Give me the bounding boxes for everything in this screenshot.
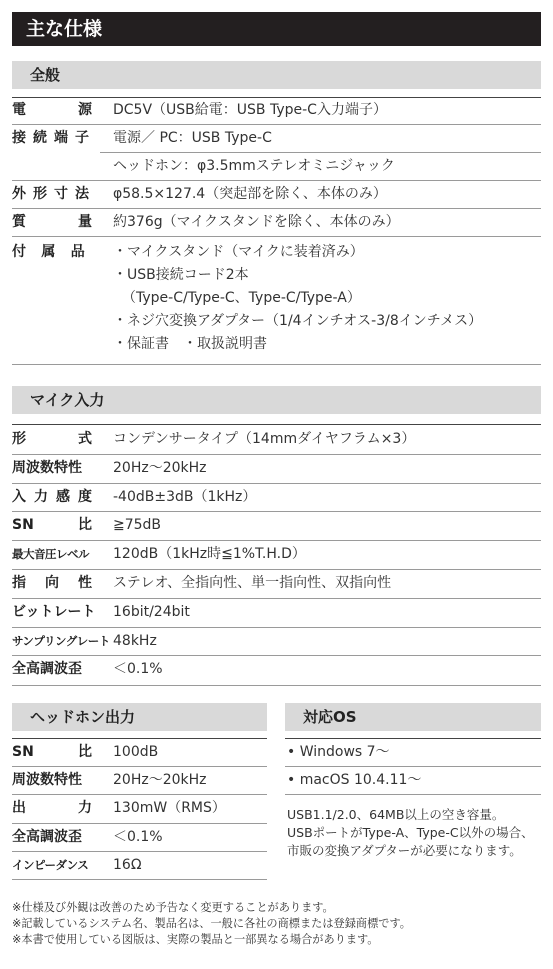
power-label: 電 源 — [12, 102, 92, 118]
mic-row-value: ステレオ、全指向性、単一指向性、双指向性 — [113, 575, 392, 591]
divider — [12, 794, 267, 795]
divider — [12, 685, 541, 686]
power-value: DC5V（USB給電：USB Type-C入力端子） — [113, 102, 387, 118]
os-note-line: 市販の変換アダプターが必要になります。 — [287, 843, 522, 858]
mic-row-label: ビットレート — [12, 603, 96, 620]
divider — [285, 794, 541, 795]
dimensions-value: φ58.5×127.4（突起部を除く、本体のみ） — [113, 186, 387, 202]
weight-label: 質 量 — [12, 214, 92, 230]
divider — [12, 236, 541, 237]
terminal-value-headphone: ヘッドホン：φ3.5mmステレオミニジャック — [113, 158, 395, 174]
mic-row-value: ≧75dB — [113, 517, 162, 534]
mic-row-label: 最大音圧レベル — [12, 547, 89, 562]
divider — [12, 879, 267, 880]
divider — [12, 598, 541, 599]
terminal-value-power: 電源／ PC：USB Type-C — [113, 130, 272, 146]
accessories-label: 付属品 — [12, 244, 101, 260]
divider — [12, 97, 541, 98]
mic-row-label: サンプリングレート — [12, 633, 110, 648]
mic-row-label: 形 式 — [12, 431, 92, 447]
divider — [12, 180, 541, 181]
divider — [12, 627, 541, 628]
divider — [12, 208, 541, 209]
divider — [285, 766, 541, 767]
headphone-row-label: 周波数特性 — [12, 772, 82, 789]
divider — [12, 364, 541, 365]
divider — [12, 424, 541, 425]
section-heading-os: 対応OS — [285, 703, 541, 731]
section-heading-headphone: ヘッドホン出力 — [12, 703, 267, 731]
mic-row-value: 16bit/24bit — [113, 603, 190, 620]
mic-row-label: 入力感度 — [12, 488, 92, 505]
headphone-row-label: 全高調波歪 — [12, 828, 82, 845]
mic-row-value: -40dB±3dB（1kHz） — [113, 488, 257, 505]
headphone-row-value: 20Hz～20kHz — [113, 772, 207, 789]
mic-row-value: 20Hz～20kHz — [113, 459, 207, 476]
section-heading-general: 全般 — [12, 61, 541, 89]
section-heading-mic: マイク入力 — [12, 386, 541, 414]
divider — [12, 823, 267, 824]
mic-row-value: ＜0.1% — [113, 661, 163, 678]
terminal-label: 接続端子 — [12, 130, 96, 146]
mic-row-label: 指向性 — [12, 575, 92, 591]
divider — [12, 454, 541, 455]
divider — [12, 124, 541, 125]
accessory-item: ・マイクスタンド（マイクに装着済み） — [113, 244, 364, 260]
mic-row-label: SN比 — [12, 517, 92, 534]
mic-row-value: 120dB（1kHz時≦1%T.H.D） — [113, 546, 306, 563]
mic-row-label: 全高調波歪 — [12, 661, 82, 678]
accessory-item: ・保証書 ・取扱説明書 — [113, 336, 267, 352]
mic-row-value: コンデンサータイプ（14mmダイヤフラム×3） — [113, 431, 416, 447]
headphone-row-value: ＜0.1% — [113, 828, 163, 845]
divider — [12, 483, 541, 484]
mic-row-value: 48kHz — [113, 632, 157, 649]
headphone-row-label: インピーダンス — [12, 857, 89, 872]
divider — [12, 569, 541, 570]
divider — [285, 738, 541, 739]
divider — [12, 540, 541, 541]
weight-value: 約376g（マイクスタンドを除く、本体のみ） — [113, 214, 400, 230]
divider — [12, 738, 267, 739]
headphone-row-label: 出 力 — [12, 800, 92, 817]
headphone-row-label: SN比 — [12, 744, 92, 760]
os-note-line: USBポートがType-A、Type-C以外の場合、 — [287, 825, 534, 840]
divider — [12, 655, 541, 656]
divider — [12, 511, 541, 512]
mic-row-label: 周波数特性 — [12, 459, 82, 476]
divider — [100, 152, 541, 153]
footnote: ※記載しているシステム名、製品名は、一般に各社の商標または登録商標です。 — [12, 917, 411, 930]
dimensions-label: 外形寸法 — [12, 186, 96, 202]
divider — [12, 766, 267, 767]
page-title: 主な仕様 — [12, 12, 541, 46]
accessory-item: ・ネジ穴変換アダプター（1/4インチオス-3/8インチメス） — [113, 313, 483, 329]
headphone-row-value: 16Ω — [113, 856, 142, 873]
headphone-row-value: 130mW（RMS） — [113, 800, 226, 817]
accessory-item: ・USB接続コード2本 — [113, 267, 249, 283]
accessory-item: （Type-C/Type-C、Type-C/Type-A） — [122, 290, 361, 306]
headphone-row-value: 100dB — [113, 744, 159, 760]
os-item-macos: • macOS 10.4.11～ — [287, 772, 422, 788]
footnote: ※仕様及び外観は改善のため予告なく変更することがあります。 — [12, 901, 334, 914]
divider — [12, 851, 267, 852]
os-item-windows: • Windows 7～ — [287, 744, 390, 760]
footnote: ※本書で使用している図版は、実際の製品と一部異なる場合があります。 — [12, 933, 379, 946]
os-note-line: USB1.1/2.0、64MB以上の空き容量。 — [287, 807, 505, 822]
